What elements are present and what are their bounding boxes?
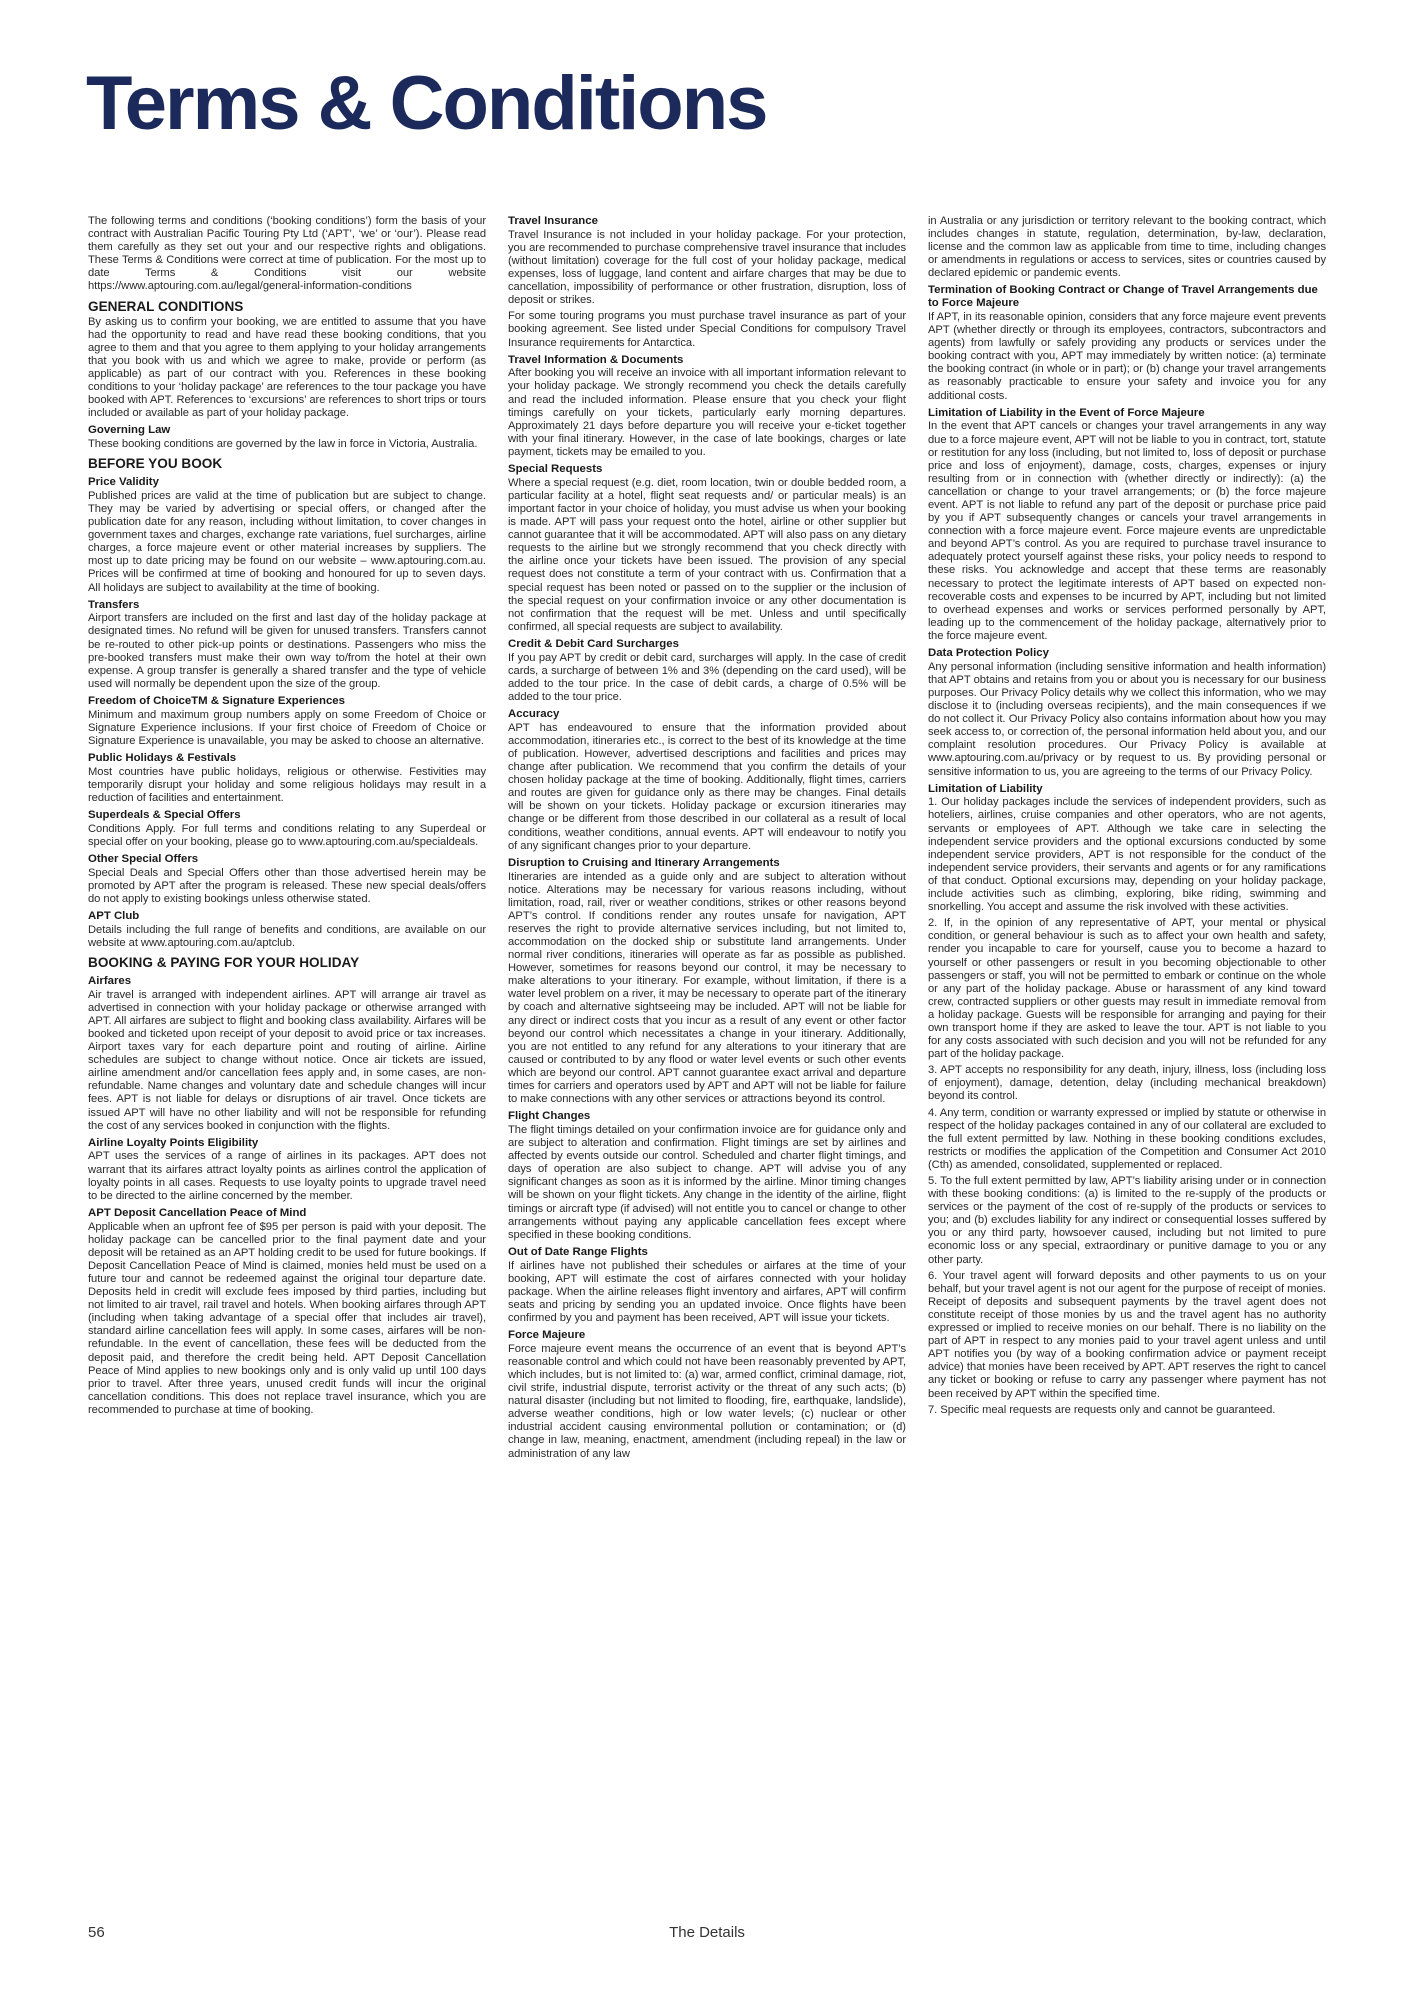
section-subheading: Termination of Booking Contract or Change of Travel Arrangements due to Force Majeure — [928, 284, 1318, 310]
section-subheading: Limitation of Liability in the Event of Force Majeure — [928, 406, 1205, 419]
body-paragraph: Details including the full range of benefits and conditions, are available on our website at www.aptouring.com.au/aptclub. — [88, 923, 486, 949]
terms-columns — [88, 215, 1326, 1885]
section-subheading: APT Deposit Cancellation Peace of Mind — [88, 1206, 307, 1219]
body-paragraph: 1. Our holiday packages include the services of independent providers, such as hoteliers, airlines, cruise companies and other operators, who are not agents, servants or employees of APT. Although we take care in selecting the independent service providers and the optional excursions conducted by some independent service providers, APT is not responsible for the conduct of the independent service providers, their servants and agents or for any ramifications of that conduct. Optional excursions may, depending on your holiday package, include activities such as climbing, exploring, bike riding, swimming and snorkelling. You accept and assume the risk involved with these activities. — [928, 796, 1326, 914]
terms-section — [88, 424, 486, 451]
body-paragraph: The following terms and conditions (‘booking conditions’) form the basis of your contract with Australian Pacific Touring Pty Ltd (‘APT’, ‘we’ or ‘our’). Please read them carefully as they set out your and our respective rights and obligations. These Terms & Conditions were correct at time of publication. For the most up to date Terms & Conditions visit our website https://www.aptouring.com.au/legal/general-information-conditions — [88, 215, 486, 293]
section-subheading: Accuracy — [508, 708, 560, 721]
terms-section — [508, 1246, 906, 1325]
terms-section — [88, 956, 486, 1133]
section-subheading: Limitation of Liability — [928, 782, 1043, 795]
terms-section — [88, 695, 486, 748]
section-subheading: Transfers — [88, 598, 140, 611]
terms-section — [508, 354, 906, 459]
body-paragraph: Any personal information (including sensitive information and health information) that APT obtains and retains from you or about you is necessary for our business purposes. Our Privacy Policy details why we collect this information, who we may disclose it to (including overseas recipients), and the main consequences if we do not collect it. Our Privacy Policy also contains information about how you may seek access to, or correction of, the personal information held about you, and our complaint resolution procedures. Our Privacy Policy is available at www.aptouring.com.au/privacy or by request to us. By providing personal or sensitive information to us, you are agreeing to the terms of our Privacy Policy. — [928, 660, 1326, 778]
section-heading: BEFORE YOU BOOK — [88, 456, 223, 472]
body-paragraph: Conditions Apply. For full terms and conditions relating to any Superdeal or special offer on your booking, please go to www.aptouring.com.au/specialdeals. — [88, 822, 486, 848]
body-paragraph: Force majeure event means the occurrence of an event that is beyond APT’s reasonable control and which could not have been reasonably prevented by APT, which includes, but is not limited to: (a) war, armed conflict, criminal damage, riot, civil strife, industrial dispute, terrorist activity or the threat of any such acts; (b) natural disaster (including but not limited to flooding, fire, earthquake, landslide), adverse weather conditions, high or low water levels; (c) nuclear or other industrial accident causing environmental pollution or contamination; or (d) change in law, meaning, enactment, amendment (including repeal) in the law or administration of any law — [508, 1342, 906, 1460]
terms-section — [508, 463, 906, 634]
section-subheading: Public Holidays & Festivals — [88, 751, 237, 764]
column-1 — [88, 215, 486, 1885]
terms-section — [508, 708, 906, 853]
body-paragraph: Most countries have public holidays, religious or otherwise. Festivities may temporarily disrupt your holiday and some religious holidays may result in a reduction of facilities and entertainment. — [88, 765, 486, 804]
section-subheading: Governing Law — [88, 424, 171, 437]
terms-section — [508, 857, 906, 1106]
section-subheading: Force Majeure — [508, 1329, 586, 1342]
body-paragraph: The flight timings detailed on your confirmation invoice are for guidance only and are subject to alteration and confirmation. Flight timings are set by airlines and affected by events outside our control. Scheduled and charter flight timings, and days of operation are also subject to change. APT will advise you of any significant changes as soon as it is informed by the airline. Minor timing changes will be shown on your flight tickets. Any change in the identity of the airline, flight timings or aircraft type (if advised) will not entitle you to cancel or change to other arrangements without paying any applicable cancellation fees except where specified in these booking conditions. — [508, 1123, 906, 1241]
section-subheading: APT Club — [88, 910, 140, 923]
footer-section-label: The Details — [669, 1924, 745, 1941]
body-paragraph: Applicable when an upfront fee of $95 per person is paid with your deposit. The holiday package can be cancelled prior to the final payment date and your deposit will be retained as an APT holding credit to be used for future bookings. If Deposit Cancellation Peace of Mind is claimed, monies held must be used on a future tour and cannot be redeemed against the original tour departure date. Deposits held in credit will exclude fees imposed by third parties, including but not limited to air travel, rail travel and hotels. When booking airfares through APT (including when taking advantage of a special offer that includes air travel), standard airline cancellation fees will apply. In some cases, airfares will be non-refundable. In the event of cancellation, these fees will be deducted from the deposit paid, and therefore the credit being held. APT Deposit Cancellation Peace of Mind applies to new bookings only and is only valid up until 100 days prior to travel. After three years, unused credit funds will incur the original cancellation conditions. This does not replace travel insurance, which you are recommended to purchase at time of booking. — [88, 1220, 486, 1416]
body-paragraph: in Australia or any jurisdiction or territory relevant to the booking contract, which includes changes in statute, regulation, determination, by-law, declaration, license and the common law as applicable from time to time, including changes or amendments in regulations or access to services, sites or countries caused by declared epidemic or pandemic events. — [928, 215, 1326, 280]
terms-section — [928, 284, 1326, 402]
body-paragraph: Air travel is arranged with independent airlines. APT will arrange air travel as advertised in connection with your holiday package or otherwise arranged with APT. All airfares are subject to flight and booking class availability. Airfares will be booked and ticketed upon receipt of your deposit to avoid price or tax increases. Airport taxes vary for each departure point and routing of airline. Airline schedules are subject to change without notice. Once air tickets are issued, airline amendment and/or cancellation fees apply and, in some cases, are non-refundable. Name changes and voluntary date and schedule changes will incur fees. APT is not liable for delays or disruptions of air travel. Once tickets are issued APT will have no other liability and will not be responsible for refunding the cost of any services booked in conjunction with the flights. — [88, 988, 486, 1132]
section-subheading: Travel Information & Documents — [508, 353, 684, 366]
section-subheading: Special Requests — [508, 463, 603, 476]
terms-section — [88, 300, 486, 421]
body-paragraph: Travel Insurance is not included in your holiday package. For your protection, you are recommended to purchase comprehensive travel insurance that includes (without limitation) coverage for the full cost of your holiday package, medical expenses, loss of luggage, land content and airfare charges that may be due to cancellation, impossibility of performance or other frustration, disruption, loss of deposit or strikes. — [508, 228, 906, 307]
terms-section — [928, 215, 1326, 280]
body-paragraph: 6. Your travel agent will forward deposits and other payments to us on your behalf, but your travel agent is not our agent for the purpose of receipt of monies. Receipt of deposits and subsequent payments by the travel agent does not constitute receipt of those monies by us and the travel agent has no authority expressed or implied to receive monies on our behalf. There is no liability on the part of APT in respect to any monies paid to your travel agent unless and until APT notifies you (by way of a booking confirmation advice or payment receipt advice) that monies have been received by APT. APT reserves the right to cancel any ticket or booking or refuse to carry any passenger where payment has not been received by APT within the specified time. — [928, 1269, 1326, 1400]
body-paragraph: For some touring programs you must purchase travel insurance as part of your booking agreement. See listed under Special Conditions for compulsory Travel Insurance requirements for Antarctica. — [508, 310, 906, 349]
terms-section — [508, 215, 906, 350]
terms-section — [508, 1329, 906, 1461]
body-paragraph: If airlines have not published their schedules or airfares at the time of your booking, APT will estimate the cost of airfares connected with your holiday package. When the airline releases flight inventory and airfares, APT will confirm seats and pricing by sending you an updated invoice. Once flights have been confirmed by you and payment has been received, APT will issue your tickets. — [508, 1259, 906, 1324]
section-subheading: Freedom of ChoiceTM & Signature Experiences — [88, 694, 345, 707]
body-paragraph: If APT, in its reasonable opinion, considers that any force majeure event prevents APT (whether directly or through its employees, contractors, subcontractors and agents) from lawfully or safely providing any products or services under the booking contract with you, APT may immediately by written notice: (a) terminate the booking contract (in whole or in part); or (b) change your travel arrangements as reasonably practicable to ensure your safety and invoice you for any additional costs. — [928, 311, 1326, 402]
section-subheading: Other Special Offers — [88, 852, 199, 865]
body-paragraph: Minimum and maximum group numbers apply on some Freedom of Choice or Signature Experience inclusions. If your first choice of Freedom of Choice or Signature Experience is unavailable, you may be asked to choose an alternative. — [88, 708, 486, 747]
terms-section — [88, 599, 486, 691]
terms-section — [508, 638, 906, 704]
body-paragraph: 7. Specific meal requests are requests only and cannot be guaranteed. — [928, 1403, 1276, 1416]
body-paragraph: APT uses the services of a range of airlines in its packages. APT does not warrant that its airfares attract loyalty points as airlines control the application of loyalty points in all cases. Requests to use loyalty points to upgrade travel need to be directed to the airline concerned by the member. — [88, 1150, 486, 1202]
body-paragraph: 4. Any term, condition or warranty expressed or implied by statute or otherwise in respect of the holiday packages contained in any of our collateral are excluded to the full extent permitted by law. Nothing in these booking conditions excludes, restricts or modifies the application of the Competition and Consumer Act 2010 (Cth) as amended, consolidated, supplemented or replaced. — [928, 1106, 1326, 1171]
terms-section — [928, 647, 1326, 779]
body-paragraph: 3. APT accepts no responsibility for any death, injury, illness, loss (including loss of enjoyment), damage, detention, delay (including mechanical breakdown) beyond its control. — [928, 1064, 1326, 1103]
body-paragraph: If you pay APT by credit or debit card, surcharges will apply. In the case of credit cards, a surcharge of between 1% and 3% (depending on the card used), will be added to the tour price. In the case of debit cards, a charge of 0.5% will be added to the tour price. — [508, 651, 906, 703]
terms-section — [88, 752, 486, 805]
section-subheading: Credit & Debit Card Surcharges — [508, 637, 679, 650]
body-paragraph: After booking you will receive an invoice with all important information relevant to your holiday package. We strongly recommend you check the details carefully and read the included information. Please ensure that you check your flight timings carefully on your tickets, particularly early morning departures. Approximately 21 days before departure you will receive your e-ticket together with your final itinerary. However, in the case of late bookings, charges or late payment, tickets may be emailed to you. — [508, 367, 906, 458]
column-2 — [508, 215, 906, 1885]
body-paragraph: APT has endeavoured to ensure that the information provided about accommodation, itineraries etc., is correct to the best of its knowledge at the time of publication. However, advertised descriptions and facilities and prices may change after publication. We recommend that you confirm the details of your chosen holiday package at the time of booking. Additionally, flight times, carriers and routes are given for guidance only as there may be changes. Final details will be shown on your tickets. Holiday package or excursion itineraries may change or be different from those described in our collateral as a result of local conditions, weather conditions, annual events. APT will endeavour to notify you of any significant changes prior to your departure. — [508, 721, 906, 852]
terms-section — [88, 809, 486, 849]
body-paragraph: These booking conditions are governed by the law in force in Victoria, Australia. — [88, 438, 478, 451]
terms-section — [928, 783, 1326, 1417]
terms-section — [88, 1207, 486, 1417]
page-number: 56 — [88, 1924, 105, 1941]
body-paragraph: Airport transfers are included on the first and last day of the holiday package at designated times. No refund will be given for unused transfers. Transfers cannot be re-routed to other pick-up points or destinations. Passengers who miss the pre-booked transfers must make their own way to/from the hotel at their own expense. A group transfer is generally a shared transfer and the type of vehicle used will normally be dependent upon the size of the group. — [88, 612, 486, 690]
section-subheading: Flight Changes — [508, 1110, 591, 1123]
body-paragraph: 5. To the full extent permitted by law, APT’s liability arising under or in connection with these booking conditions: (a) is limited to the re-supply of the products or services or the payment of the cost of re-supply of the products or services to you; and (b) excludes liability for any indirect or consequential losses suffered by you or any third party, howsoever caused, including but not limited to pure economic loss or any special, extraordinary or punitive damage to you or any other party. — [928, 1175, 1326, 1266]
section-subheading: Superdeals & Special Offers — [88, 809, 241, 822]
terms-section — [88, 910, 486, 950]
section-heading: GENERAL CONDITIONS — [88, 298, 244, 314]
terms-section — [928, 407, 1326, 643]
terms-section — [508, 1110, 906, 1242]
column-3 — [928, 215, 1326, 1885]
section-subheading: Disruption to Cruising and Itinerary Arrangements — [508, 856, 780, 869]
body-paragraph: Itineraries are intended as a guide only and are subject to alteration without notice. Alterations may be necessary for various reasons including, without limitation, road, rail, river or weather conditions, strikes or other reasons beyond APT’s control. If conditions render any routes unsafe for navigation, APT reserves the right to provide alternative services including, but not limited to, accommodation on the docked ship or substitute land arrangements. Under normal river conditions, itineraries will operate as far as possible as published. However, sometimes for reasons beyond our control, it may be necessary to make alterations to your itinerary. For example, without limitation, if there is a water level problem on a river, it may be necessary to operate part of the itinerary by coach and alternative sightseeing may be included. APT will not be liable for any direct or indirect costs that you incur as a result of any event or other factor beyond our control which necessitates a change in your itinerary. Additionally, you are not entitled to any refund for any alterations to your itinerary that are caused or contributed to by any flood or water level events or such other events which are beyond our control. APT cannot guarantee exact arrival and departure times for carriers and operators used by APT and APT will not be liable for failure to make connections with any other services or attractions beyond its control. — [508, 870, 906, 1106]
body-paragraph: By asking us to confirm your booking, we are entitled to assume that you have had the opportunity to read and have read these booking conditions, that you agree to them and that you agree to them applying to your holiday arrangements that you book with us and which we agree to make, provide or perform (as applicable) as part of our contract with you. References in these booking conditions to your ‘holiday package’ are references to the tour package you have booked with APT. References to ‘excursions’ are references to short trips or tours included or available as part of your holiday package. — [88, 315, 486, 420]
section-subheading: Airline Loyalty Points Eligibility — [88, 1136, 259, 1149]
body-paragraph: Where a special request (e.g. diet, room location, twin or double bedded room, a particular facility at a hotel, flight seat requests and/ or particular meals) is an important factor in your choice of holiday, you must advise us when your booking is made. APT will pass your request onto the hotel, airline or other supplier but cannot guarantee that it will be accommodated. APT will also pass on any dietary requests to the airline but we strongly recommend that you check directly with the airline once your tickets have been issued. The provision of any special request does not constitute a term of your contract with us. Confirmation that a special request has been noted or passed on to the supplier or the inclusion of the special request on your confirmation invoice or any other documentation is not confirmation that the request will be met. Unless and until specifically confirmed, all special requests are subject to availability. — [508, 476, 906, 633]
body-paragraph: Published prices are valid at the time of publication but are subject to change. They may be varied by advertising or special offers, or changed after the publication date for any reason, including without limitation, to cover changes in government taxes and charges, exchange rate variations, fuel surcharges, airline charges, a force majeure event or other material increases by suppliers. The most up to date pricing may be found on our website – www.aptouring.com.au. Prices will be confirmed at time of booking and honoured for up to seven days. All holidays are subject to availability at the time of booking. — [88, 489, 486, 594]
body-paragraph: Special Deals and Special Offers other than those advertised herein may be promoted by APT after the program is released. These new special deals/offers do not apply to existing bookings unless otherwise stated. — [88, 866, 486, 905]
section-subheading: Data Protection Policy — [928, 647, 1049, 660]
terms-section — [88, 1137, 486, 1203]
section-subheading: Price Validity — [88, 476, 159, 489]
page-title: Terms & Conditions — [86, 61, 767, 146]
body-paragraph: In the event that APT cancels or changes your travel arrangements in any way due to a force majeure event, APT will not be liable to you in contract, tort, statute or restitution for any loss (including, but not limited to, loss of deposit or purchase price and loss of enjoyment), damage, costs, charges, expenses or injury resulting from or in connection with (whether directly or indirectly): (a) the cancellation or change to your travel arrangements; or (b) the force majeure event. APT is not liable to refund any part of the deposit or purchase price paid by you if APT subsequently changes or cancels your travel arrangements in connection with a force majeure event. Force majeure events are unpredictable and beyond APT’s control. As you are required to purchase travel insurance to adequately protect yourself against these risks, your policy needs to respond to these risks. You acknowledge and accept that these terms are reasonably necessary to protect the legitimate interests of APT based on expected non-recoverable costs and expenses to be incurred by APT, including but not limited to overhead expenses and works or services performed personally by APT, leading up to the commencement of the holiday package, alternatively prior to the force majeure event. — [928, 420, 1326, 642]
terms-section — [88, 457, 486, 594]
section-heading: BOOKING & PAYING FOR YOUR HOLIDAY — [88, 954, 360, 970]
section-subheading: Out of Date Range Flights — [508, 1245, 648, 1258]
terms-section — [88, 853, 486, 906]
body-paragraph: 2. If, in the opinion of any representative of APT, your mental or physical condition, or general behaviour is such as to affect your own health and safety, render you incapable to care for yourself, cause you to become a hazard to yourself or other passengers or result in you becoming objectionable to other passengers or staff, you will not be permitted to embark or continue on the whole or any part of the holiday package. Abuse or harassment of any kind toward crew, contracted suppliers or other guests may result in immediate removal from a holiday package. Guests will be responsible for arranging and paying for their own transport home if they are asked to leave the tour. APT is not liable to you for any costs associated with such decision and you will not be refunded for any part of the holiday package. — [928, 917, 1326, 1061]
terms-section — [88, 215, 486, 294]
section-subheading: Travel Insurance — [508, 215, 598, 227]
section-subheading: Airfares — [88, 974, 132, 987]
